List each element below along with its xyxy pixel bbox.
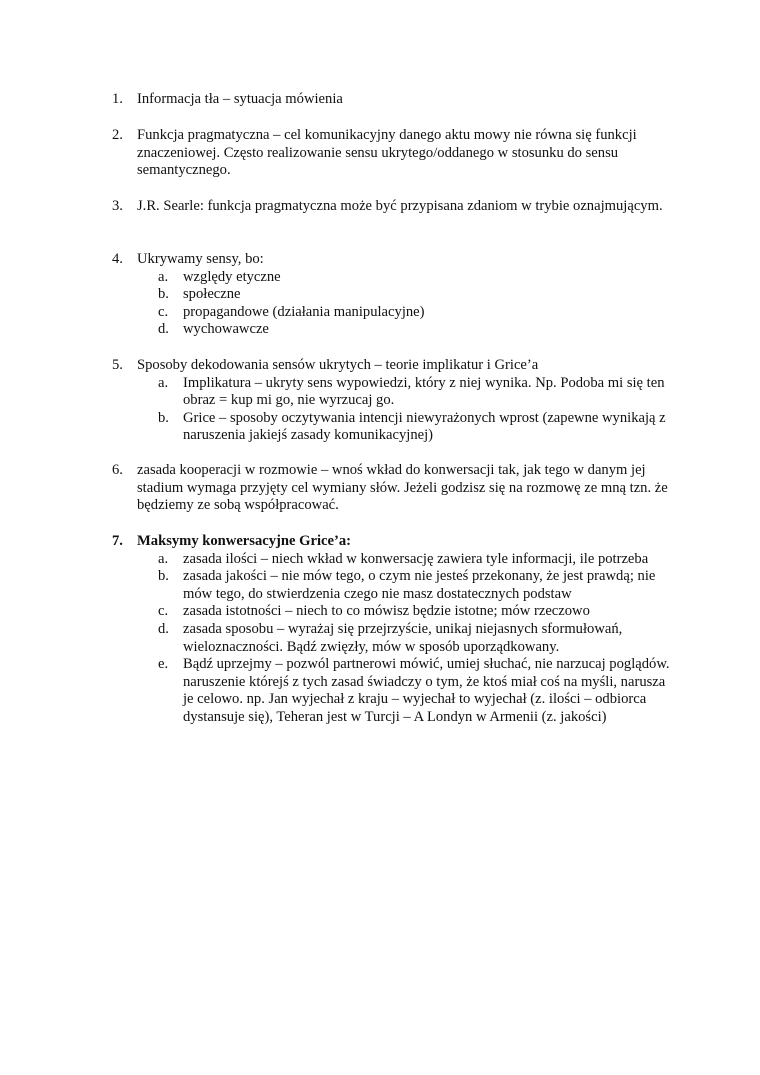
- sub-item-letter: b.: [158, 409, 169, 426]
- sub-item-letter: a.: [158, 374, 169, 391]
- sub-item-letter: c.: [158, 603, 169, 620]
- sub-item-4b: [137, 286, 672, 304]
- item-heading: Maksymy konwersacyjne Grice’a:: [137, 533, 351, 549]
- sub-item-letter: d.: [158, 620, 169, 637]
- item-text: J.R. Searle: funkcja pragmatyczna może być przypisana zdaniom w trybie oznajmującym.: [137, 198, 663, 214]
- item-number: 5.: [112, 357, 123, 373]
- sub-item-text: propagandowe (działania manipulacyjne): [183, 303, 425, 320]
- sub-item-7b: [137, 568, 672, 603]
- list-item-2: [112, 127, 672, 180]
- sub-item-text: zasada istotności – niech to co mówisz będzie istotne; mów rzeczowo: [183, 603, 590, 620]
- sub-item-text: społeczne: [183, 286, 241, 303]
- sub-item-5b: [137, 410, 672, 445]
- list-item-7: [112, 533, 672, 727]
- sub-item-text: Implikatura – ukryty sens wypowiedzi, który z niej wynika. Np. Podoba mi się ten obraz = kup mi go, nie wyrzucaj go.: [183, 374, 665, 409]
- sub-item-7e: [137, 656, 672, 674]
- sub-item-letter: d.: [158, 321, 169, 338]
- sub-item-text: Bądź uprzejmy – pozwól partnerowi mówić, umiej słuchać, nie narzucaj poglądów.: [183, 656, 670, 673]
- list-item-3: [112, 198, 672, 216]
- list-item-4: [112, 251, 672, 339]
- item-note: naruszenie którejś z tych zasad świadczy o tym, że ktoś miał coś na myśli, narusza je celowo. np. Jan wyjechał z kraju – wyjechał to wyjechał (z. ilości – odbiorca dystansuje się), Teheran jest w Turcji – A Londyn w Armenii (z. jakości): [183, 673, 666, 725]
- list-item-6: [112, 462, 672, 515]
- sub-item-text: zasada jakości – nie mów tego, o czym nie jesteś przekonany, że jest prawdą; nie mów tego, do stwierdzenia czego nie masz dostatecznych podstaw: [183, 568, 656, 602]
- item-text: Sposoby dekodowania sensów ukrytych – teorie implikatur i Grice’a: [137, 357, 539, 373]
- sub-item-letter: e.: [158, 656, 169, 673]
- list-item-5: [112, 357, 672, 445]
- item-number: 4.: [112, 251, 123, 267]
- item-text: Ukrywamy sensy, bo:: [137, 251, 264, 267]
- sub-item-letter: a.: [158, 268, 169, 285]
- sub-item-text: Grice – sposoby oczytywania intencji niewyrażonych wprost (zapewne wynikają z naruszenia jakiejś zasady komunikacyjnej): [183, 409, 666, 444]
- sub-item-4d: [137, 321, 672, 339]
- sub-item-5a: [137, 375, 672, 410]
- sub-item-letter: c.: [158, 303, 169, 320]
- sub-item-7a: [137, 551, 672, 569]
- sub-item-letter: b.: [158, 286, 169, 303]
- sub-item-text: względy etyczne: [183, 268, 281, 285]
- item-number: 6.: [112, 462, 123, 478]
- sub-item-text: zasada ilości – niech wkład w konwersację zawiera tyle informacji, ile potrzeba: [183, 550, 649, 567]
- item-number: 7.: [112, 533, 123, 549]
- item-number: 2.: [112, 127, 123, 143]
- sub-item-4a: [137, 269, 672, 287]
- sub-item-letter: b.: [158, 568, 169, 585]
- sub-item-7c: [137, 603, 672, 621]
- sub-item-text: wychowawcze: [183, 321, 269, 338]
- item-number: 1.: [112, 91, 123, 107]
- sub-item-7d: [137, 621, 672, 656]
- item-text: Funkcja pragmatyczna – cel komunikacyjny danego aktu mowy nie równa się funkcji znaczeniowej. Często realizowanie sensu ukrytego/oddanego w stosunku do sensu semantycznego.: [137, 127, 637, 179]
- item-text: Informacja tła – sytuacja mówienia: [137, 91, 343, 107]
- item-number: 3.: [112, 198, 123, 214]
- sub-item-4c: [137, 304, 672, 322]
- item-text: zasada kooperacji w rozmowie – wnoś wkład do konwersacji tak, jak tego w danym jej stadium wymaga przyjęty cel wymiany słów. Jeżeli godzisz się na rozmowę ze mną tzn. że będziemy ze sobą współpracować.: [137, 462, 668, 514]
- sub-item-text: zasada sposobu – wyrażaj się przejrzyście, unikaj niejasnych sformułowań, wieloznaczności. Bądź zwięzły, mów w sposób uporządkowany.: [183, 620, 623, 655]
- sub-item-letter: a.: [158, 550, 169, 567]
- list-item-1: [112, 91, 672, 109]
